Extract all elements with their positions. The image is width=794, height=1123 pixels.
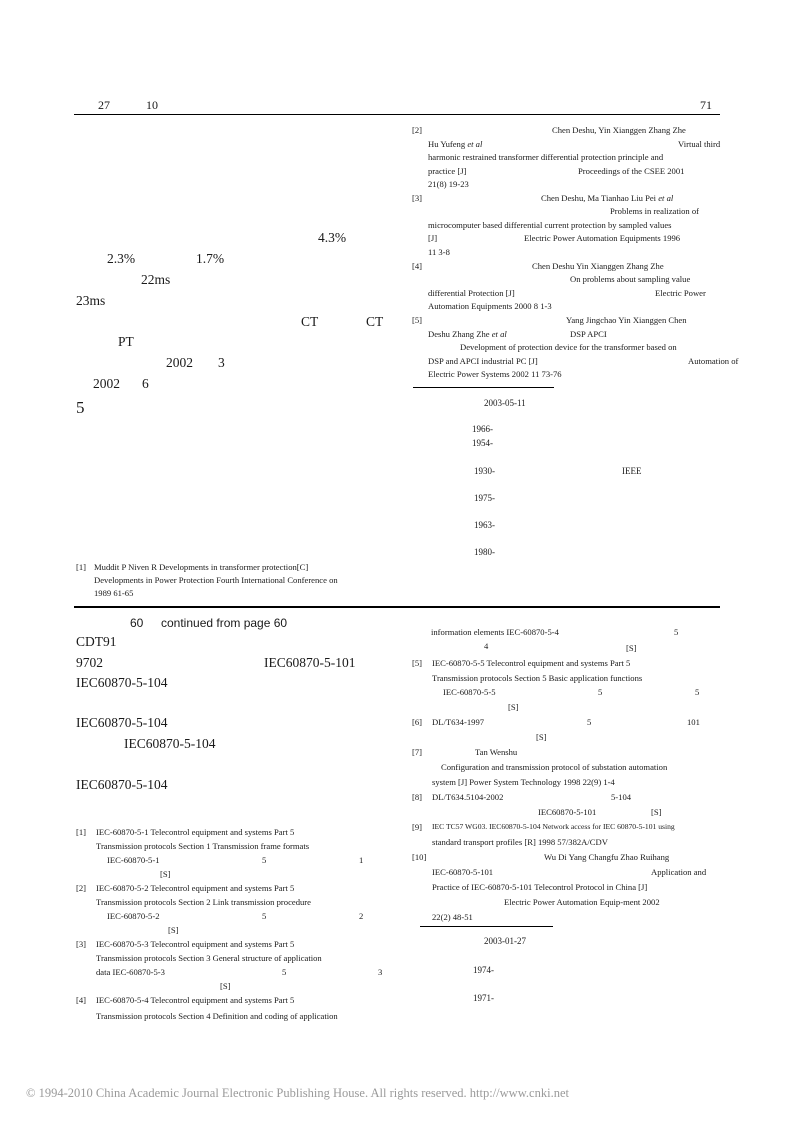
reference-line: Automation Equipments 2000 8 1-3 [428, 301, 552, 311]
reference-number: [7] [412, 747, 423, 757]
reference-line: IEC-60870-5-4 Telecontrol equipment and systems Part 5 [96, 995, 295, 1005]
body-term: 9702 [76, 655, 103, 670]
author-birth-year: 1974- [473, 965, 494, 975]
reference-line: 5 [674, 627, 679, 637]
reference-number: [1] [76, 827, 87, 837]
reference-line: Yang Jingchao Yin Xianggen Chen [566, 315, 687, 325]
reference-line: Chen Deshu Yin Xianggen Zhang Zhe [532, 261, 664, 271]
author-birth-year: 1980- [474, 547, 495, 557]
reference-line: Electric Power Automation Equipments 1996 [524, 233, 681, 243]
reference-number: [9] [412, 822, 423, 832]
reference-line: DSP APCI [570, 329, 607, 339]
author-birth-year: 1966- [472, 424, 493, 434]
body-value: 1.7% [196, 251, 225, 266]
body-value: 22ms [141, 272, 171, 287]
body-term: IEC60870-5-104 [76, 777, 168, 792]
reference-line: Developments in Power Protection Fourth International Conference on [94, 575, 338, 585]
header-rule [74, 114, 720, 115]
reference-line: 5 [282, 967, 287, 977]
reference-line: Deshu Zhang Zhe et al [428, 329, 507, 339]
reference-line: [S] [508, 702, 519, 712]
reference-line: IEC TC57 WG03. IEC60870-5-104 Network access for IEC 60870-5-101 using [432, 822, 675, 831]
reference-line: Transmission protocols Section 3 General structure of application [96, 953, 322, 963]
continued-page-number: 60 [130, 616, 144, 630]
reference-line: 5-104 [611, 792, 632, 802]
header-volume: 27 [98, 98, 110, 112]
reference-line: Transmission protocols Section 1 Transmission frame formats [96, 841, 310, 851]
reference-line: 2 [359, 911, 364, 921]
reference-line: On problems about sampling value [570, 274, 691, 284]
author-affiliation: IEEE [622, 466, 642, 476]
reference-line: 1989 61-65 [94, 588, 134, 598]
body-term: CT [301, 314, 319, 329]
body-term: CT [366, 314, 384, 329]
author-birth-year: 1975- [474, 493, 495, 503]
reference-line: [J] [428, 233, 438, 243]
reference-line: Automation of [688, 356, 739, 366]
body-term: CDT91 [76, 634, 117, 649]
reference-line: [S] [651, 807, 662, 817]
reference-line: 3 [378, 967, 383, 977]
footnote-rule [413, 387, 554, 388]
body-value: 2002 [93, 376, 120, 391]
reference-line: Electric Power Systems 2002 11 73-76 [428, 369, 562, 379]
reference-line: Development of protection device for the transformer based on [460, 342, 677, 352]
reference-line: Wu Di Yang Changfu Zhao Ruihang [544, 852, 670, 862]
body-term: IEC60870-5-104 [76, 715, 168, 730]
author-birth-year: 1971- [473, 993, 494, 1003]
reference-line: IEC-60870-5-2 Telecontrol equipment and systems Part 5 [96, 883, 295, 893]
reference-line: Tan Wenshu [475, 747, 518, 757]
reference-line: Muddit P Niven R Developments in transformer protection[C] [94, 562, 309, 572]
reference-line: standard transport profiles [R] 1998 57/382A/CDV [432, 837, 608, 847]
reference-line: [S] [536, 732, 547, 742]
body-term: PT [118, 334, 134, 349]
body-value: 2.3% [107, 251, 136, 266]
reference-line: [S] [626, 643, 637, 653]
reference-number: [2] [412, 125, 423, 135]
section-number: 5 [76, 398, 85, 417]
reference-number: [4] [412, 261, 423, 271]
reference-line: 21(8) 19-23 [428, 179, 469, 189]
reference-line: IEC-60870-5-1 [107, 855, 160, 865]
reference-line: Transmission protocols Section 5 Basic application functions [432, 673, 643, 683]
reference-line: Proceedings of the CSEE 2001 [578, 166, 685, 176]
reference-line: DSP and APCI industrial PC [J] [428, 356, 538, 366]
continued-from-label: continued from page 60 [161, 616, 288, 630]
body-value: 3 [218, 355, 225, 370]
reference-line: 5 [695, 687, 700, 697]
reference-line: Problems in realization of [610, 206, 700, 216]
body-term: IEC60870-5-101 [264, 655, 356, 670]
reference-line: IEC-60870-5-3 Telecontrol equipment and systems Part 5 [96, 939, 295, 949]
reference-line: information elements IEC-60870-5-4 [431, 627, 559, 637]
reference-line: 101 [687, 717, 700, 727]
body-value: 6 [142, 376, 149, 391]
reference-line: 5 [262, 911, 267, 921]
reference-line: Hu Yufeng et al [428, 139, 483, 149]
reference-line: Chen Deshu, Yin Xianggen Zhang Zhe [552, 125, 686, 135]
section-divider [74, 606, 720, 608]
reference-line: IEC-60870-5-5 [443, 687, 496, 697]
reference-line: 22(2) 48-51 [432, 912, 473, 922]
reference-line: IEC-60870-5-1 Telecontrol equipment and systems Part 5 [96, 827, 295, 837]
reference-line: Transmission protocols Section 4 Definition and coding of application [96, 1011, 338, 1021]
reference-line: 4 [484, 641, 489, 651]
received-date: 2003-05-11 [484, 398, 526, 408]
reference-number: [6] [412, 717, 423, 727]
reference-line: differential Protection [J] [428, 288, 515, 298]
reference-number: [3] [76, 939, 87, 949]
reference-line: Chen Deshu, Ma Tianhao Liu Pei et al [541, 193, 674, 203]
reference-line: [S] [220, 981, 231, 991]
reference-line: 5 [598, 687, 603, 697]
reference-line: IEC-60870-5-2 [107, 911, 160, 921]
reference-line: harmonic restrained transformer differential protection principle and [428, 152, 664, 162]
reference-line: Configuration and transmission protocol of substation automation [441, 762, 668, 772]
reference-line: Transmission protocols Section 2 Link transmission procedure [96, 897, 311, 907]
reference-number: [5] [412, 315, 423, 325]
reference-number: [10] [412, 852, 427, 862]
reference-line: Practice of IEC-60870-5-101 Telecontrol Protocol in China [J] [432, 882, 648, 892]
author-birth-year: 1963- [474, 520, 495, 530]
reference-line: data IEC-60870-5-3 [96, 967, 165, 977]
reference-number: [4] [76, 995, 87, 1005]
body-value: 4.3% [318, 230, 347, 245]
header-page-number: 71 [700, 98, 712, 112]
header-issue: 10 [146, 98, 158, 112]
reference-line: 5 [587, 717, 592, 727]
reference-line: IEC-60870-5-5 Telecontrol equipment and systems Part 5 [432, 658, 631, 668]
reference-line: 5 [262, 855, 267, 865]
footnote-rule [420, 926, 553, 927]
reference-line: IEC-60870-5-101 [432, 867, 494, 877]
reference-line: Electric Power Automation Equip-ment 2002 [504, 897, 660, 907]
reference-line: Electric Power [655, 288, 706, 298]
received-date: 2003-01-27 [484, 936, 526, 946]
reference-line: Virtual third [678, 139, 721, 149]
reference-line: DL/T634.5104-2002 [432, 792, 504, 802]
reference-line: system [J] Power System Technology 1998 22(9) 1-4 [432, 777, 615, 787]
body-value: 2002 [166, 355, 193, 370]
reference-line: 11 3-8 [428, 247, 450, 257]
reference-number: [1] [76, 562, 87, 572]
body-term: IEC60870-5-104 [124, 736, 216, 751]
author-birth-year: 1930- [474, 466, 495, 476]
body-value: 23ms [76, 293, 106, 308]
reference-number: [3] [412, 193, 423, 203]
reference-number: [8] [412, 792, 423, 802]
body-term: IEC60870-5-104 [76, 675, 168, 690]
copyright-footer: © 1994-2010 China Academic Journal Electronic Publishing House. All rights reserved. http://www.cnki.net [26, 1086, 569, 1100]
reference-line: [S] [168, 925, 179, 935]
reference-line: Application and [651, 867, 707, 877]
reference-line: IEC60870-5-101 [538, 807, 597, 817]
reference-line: [S] [160, 869, 171, 879]
reference-line: microcomputer based differential current protection by sampled values [428, 220, 672, 230]
reference-number: [5] [412, 658, 423, 668]
author-birth-year: 1954- [472, 438, 493, 448]
reference-line: 1 [359, 855, 364, 865]
reference-line: DL/T634-1997 [432, 717, 485, 727]
reference-line: practice [J] [428, 166, 467, 176]
reference-number: [2] [76, 883, 87, 893]
